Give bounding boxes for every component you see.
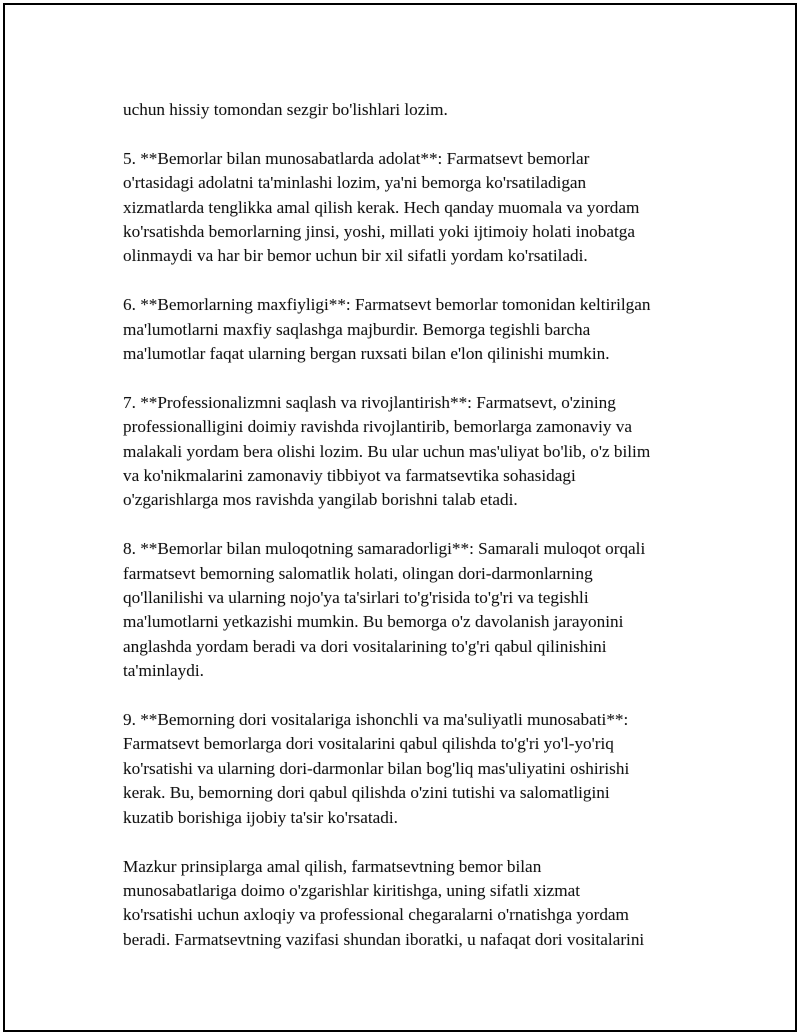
text-line: anglashda yordam beradi va dori vositalarining to'g'ri qabul qilinishini <box>123 636 607 656</box>
text-line: ma'lumotlar faqat ularning bergan ruxsati bilan e'lon qilinishi mumkin. <box>123 344 610 364</box>
paragraph-item-9 <box>123 708 703 830</box>
text-line: va ko'nikmalarini zamonaviy tibbiyot va farmatsevtika sohasidagi <box>123 466 576 486</box>
text-line: 5. **Bemorlar bilan munosabatlarda adolat**: Farmatsevt bemorlar <box>123 148 590 168</box>
text-line: ko'rsatishi uchun axloqiy va professional chegaralarni o'rnatishga yordam <box>123 905 629 925</box>
document-body <box>123 98 703 977</box>
text-line: o'rtasidagi adolatni ta'minlashi lozim, ya'ni bemorga ko'rsatiladigan <box>123 173 587 193</box>
page-frame <box>3 3 797 1032</box>
text-line: Farmatsevt bemorlarga dori vositalarini qabul qilishda to'g'ri yo'l-yo'riq <box>123 734 614 754</box>
text-line: 9. **Bemorning dori vositalariga ishonchli va ma'suliyatli munosabati**: <box>123 710 629 730</box>
text-line: xizmatlarda tenglikka amal qilish kerak. Hech qanday muomala va yordam <box>123 197 640 217</box>
text-line: malakali yordam bera olishi lozim. Bu ular uchun mas'uliyat bo'lib, o'z bilim <box>123 441 651 461</box>
text-line: farmatsevt bemorning salomatlik holati, olingan dori-darmonlarning <box>123 563 593 583</box>
text-line: o'zgarishlarga mos ravishda yangilab borishni talab etadi. <box>123 490 518 510</box>
text-line: uchun hissiy tomondan sezgir bo'lishlari lozim. <box>123 100 448 119</box>
text-line: ta'minlaydi. <box>123 661 204 681</box>
text-line: ma'lumotlarni maxfiy saqlashga majburdir. Bemorga tegishli barcha <box>123 319 591 339</box>
paragraph-item-8 <box>123 537 703 683</box>
text-line: kuzatib borishiga ijobiy ta'sir ko'rsatadi. <box>123 807 398 827</box>
text-line: beradi. Farmatsevtning vazifasi shundan iboratki, u nafaqat dori vositalarini <box>123 929 645 949</box>
text-line: 7. **Professionalizmni saqlash va rivojlantirish**: Farmatsevt, o'zining <box>123 392 616 412</box>
text-line: olinmaydi va har bir bemor uchun bir xil sifatli yordam ko'rsatiladi. <box>123 246 588 266</box>
text-line: professionalligini doimiy ravishda rivojlantirib, bemorlarga zamonaviy va <box>123 417 632 437</box>
text-line: qo'llanilishi va ularning nojo'ya ta'sirlari to'g'risida to'g'ri va tegishli <box>123 588 589 608</box>
paragraph-item-5 <box>123 147 703 269</box>
text-line: Mazkur prinsiplarga amal qilish, farmatsevtning bemor bilan <box>123 856 542 876</box>
paragraph-item-7 <box>123 391 703 513</box>
text-line: munosabatlariga doimo o'zgarishlar kiritishga, uning sifatli xizmat <box>123 880 581 900</box>
paragraph-item-6 <box>123 293 703 366</box>
text-line: 8. **Bemorlar bilan muloqotning samaradorligi**: Samarali muloqot orqali <box>123 539 646 559</box>
text-line: 6. **Bemorlarning maxfiyligi**: Farmatsevt bemorlar tomonidan keltirilgan <box>123 295 651 315</box>
text-line: kerak. Bu, bemorning dori qabul qilishda o'zini tutishi va salomatligini <box>123 783 610 803</box>
text-line: ma'lumotlarni yetkazishi mumkin. Bu bemorga o'z davolanish jarayonini <box>123 612 624 632</box>
text-line: ko'rsatishda bemorlarning jinsi, yoshi, millati yoki ijtimoiy holati inobatga <box>123 222 635 242</box>
paragraph-conclusion <box>123 855 703 953</box>
text-line: ko'rsatishi va ularning dori-darmonlar bilan bog'liq mas'uliyatini oshirishi <box>123 758 630 778</box>
paragraph-continuation <box>123 98 703 122</box>
